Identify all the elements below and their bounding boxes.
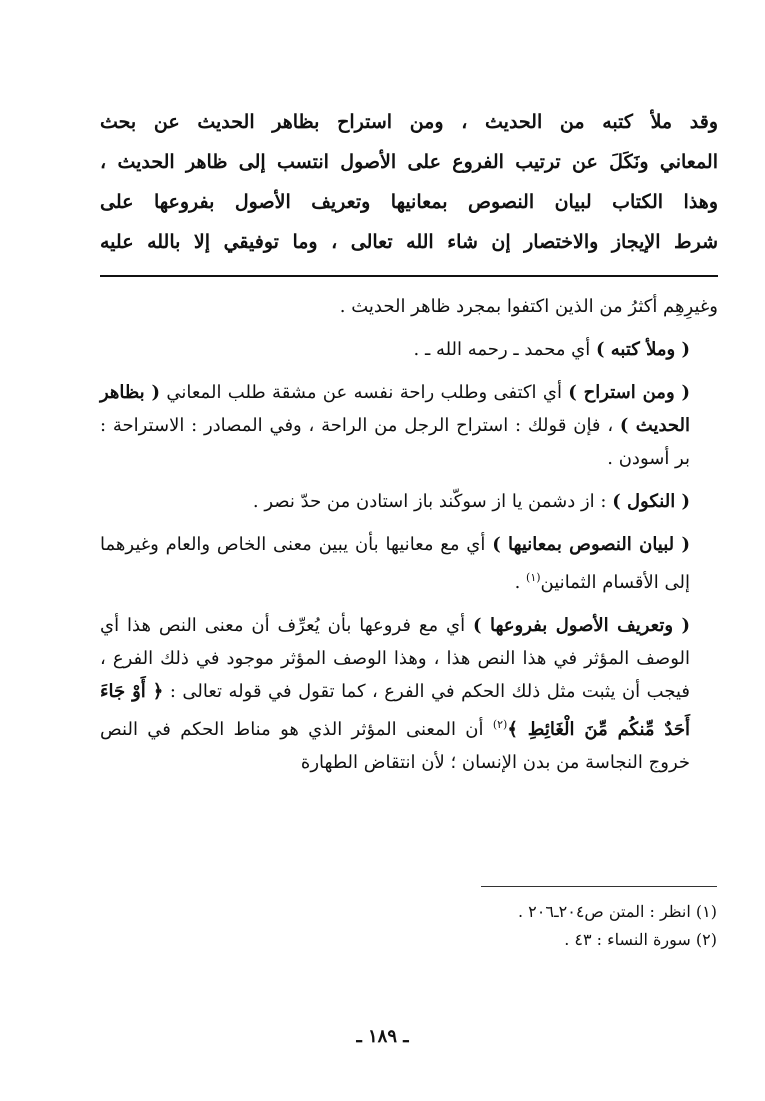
footnote-reference[interactable]: (١) — [526, 571, 541, 584]
commentary-text: : از دشمن يا از سوكّند باز استادن من حدّ نصر . — [252, 491, 613, 512]
commentary-term: ( وملأ كتبه ) — [596, 339, 690, 360]
footnote-reference[interactable]: (٢) — [492, 718, 508, 731]
commentary-text: أي اكتفى وطلب راحة نفسه عن مشقة طلب المعاني — [160, 382, 569, 403]
quran-verse: ﴿ أَوْ جَاءَ أَحَدٌ مِّنكُم مِّنَ الْغَائِطِ ﴾ — [100, 681, 690, 740]
commentary-text: . — [514, 572, 527, 593]
commentary-paragraph — [100, 333, 718, 366]
main-text-line: المعاني ونَكَلَ عن ترتيب الفروع على الأصول انتسب إلى ظاهر الحديث ، — [100, 151, 718, 173]
main-text-block — [100, 102, 718, 262]
commentary-paragraph — [100, 528, 718, 599]
footnotes — [317, 898, 717, 954]
commentary-text: أي مع فروعها بأن يُعرِّف أن معنى النص هذا أي الوصف المؤثر في هذا النص هذا ، وهذا الوصف المؤثر موجود في ذلك الفرع ، فيجب أن يثبت مثل ذلك الحكم في الفرع ، كما تقول في قوله تعالى : — [100, 615, 690, 702]
commentary-text: أي محمد ـ رحمه الله ـ . — [413, 339, 596, 360]
commentary-term: ( ومن استراح ) — [568, 382, 691, 403]
commentary-paragraph — [100, 290, 718, 323]
commentary-text: وغيرِهِم أكثرُ من الذين اكتفوا بمجرد ظاهر الحديث . — [339, 296, 718, 317]
footnote-item: (١) انظر : المتن ص٢٠٤ـ٢٠٦ . — [517, 902, 717, 921]
commentary-text: أي مع معانيها بأن يبين معنى الخاص والعام وغيرهما إلى الأقسام الثمانين — [100, 534, 690, 593]
main-text-divider — [100, 275, 718, 277]
footnote-divider — [481, 886, 717, 887]
commentary-term: ( النكول ) — [612, 491, 690, 512]
main-text-line: وهذا الكتاب لبيان النصوص بمعانيها وتعريف الأصول بفروعها على — [100, 191, 718, 213]
main-text-line: شرط الإيجاز والاختصار إن شاء الله تعالى ، وما توفيقي إلا بالله عليه — [100, 231, 718, 253]
commentary-term: ( وتعريف الأصول بفروعها ) — [473, 615, 690, 636]
commentary-paragraph — [100, 609, 718, 779]
commentary-text: أن المعنى المؤثر الذي هو مناط الحكم في النص خروج النجاسة من بدن الإنسان ؛ لأن انتقاض الطهارة — [100, 719, 690, 773]
commentary-term: ( بظاهر الحديث ) — [100, 382, 691, 436]
main-text-line: وقد ملأ كتبه من الحديث ، ومن استراح بظاهر الحديث عن بحث — [100, 111, 718, 133]
commentary-paragraph — [100, 376, 718, 475]
page-number: ـ ١٨٩ ـ — [356, 1026, 409, 1047]
commentary-text: ، فإن قولك : استراح الرجل من الراحة ، وفي المصادر : الاستراحة : بر أسودن . — [100, 415, 690, 469]
commentary-paragraph — [100, 485, 718, 518]
commentary-term: ( لبيان النصوص بمعانيها ) — [492, 534, 690, 555]
commentary-block — [100, 290, 718, 789]
footnote-item: (٢) سورة النساء : ٤٣ . — [564, 930, 717, 949]
